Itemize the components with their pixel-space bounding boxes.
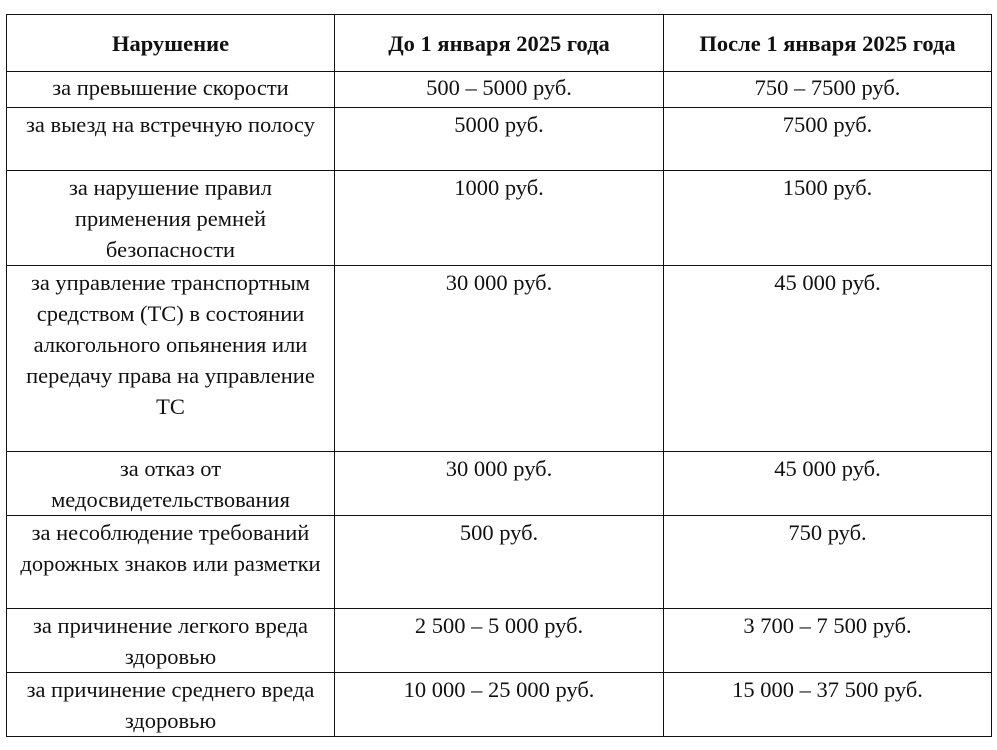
before-cell: 5000 руб.	[335, 108, 664, 171]
violation-cell: за управление транспортным средством (ТС) в состоянии алкогольного опьянения или передачу права на управление ТС	[7, 266, 335, 452]
before-cell: 30 000 руб.	[335, 452, 664, 516]
after-cell: 15 000 – 37 500 руб.	[664, 673, 992, 737]
violation-cell: за причинение среднего вреда здоровью	[7, 673, 335, 737]
before-cell: 30 000 руб.	[335, 266, 664, 452]
table-row	[7, 108, 992, 171]
table-row	[7, 72, 992, 108]
table-row	[7, 609, 992, 673]
before-cell: 2 500 – 5 000 руб.	[335, 609, 664, 673]
header-violation: Нарушение	[7, 15, 335, 72]
violation-cell: за несоблюдение требований дорожных знаков или разметки	[7, 516, 335, 609]
table-row	[7, 452, 992, 516]
header-row	[7, 15, 992, 72]
fines-table	[6, 14, 992, 737]
violation-cell: за превышение скорости	[7, 72, 335, 108]
violation-cell: за причинение легкого вреда здоровью	[7, 609, 335, 673]
after-cell: 3 700 – 7 500 руб.	[664, 609, 992, 673]
after-cell: 45 000 руб.	[664, 452, 992, 516]
after-cell: 1500 руб.	[664, 171, 992, 266]
violation-cell: за выезд на встречную полосу	[7, 108, 335, 171]
after-cell: 7500 руб.	[664, 108, 992, 171]
before-cell: 1000 руб.	[335, 171, 664, 266]
table-row	[7, 673, 992, 737]
violation-cell: за отказ от медосвидетельствования	[7, 452, 335, 516]
after-cell: 750 – 7500 руб.	[664, 72, 992, 108]
after-cell: 750 руб.	[664, 516, 992, 609]
header-before: До 1 января 2025 года	[335, 15, 664, 72]
before-cell: 10 000 – 25 000 руб.	[335, 673, 664, 737]
after-cell: 45 000 руб.	[664, 266, 992, 452]
before-cell: 500 – 5000 руб.	[335, 72, 664, 108]
table-row	[7, 266, 992, 452]
table-row	[7, 516, 992, 609]
table-row	[7, 171, 992, 266]
violation-cell: за нарушение правил применения ремней безопасности	[7, 171, 335, 266]
header-after: После 1 января 2025 года	[664, 15, 992, 72]
before-cell: 500 руб.	[335, 516, 664, 609]
